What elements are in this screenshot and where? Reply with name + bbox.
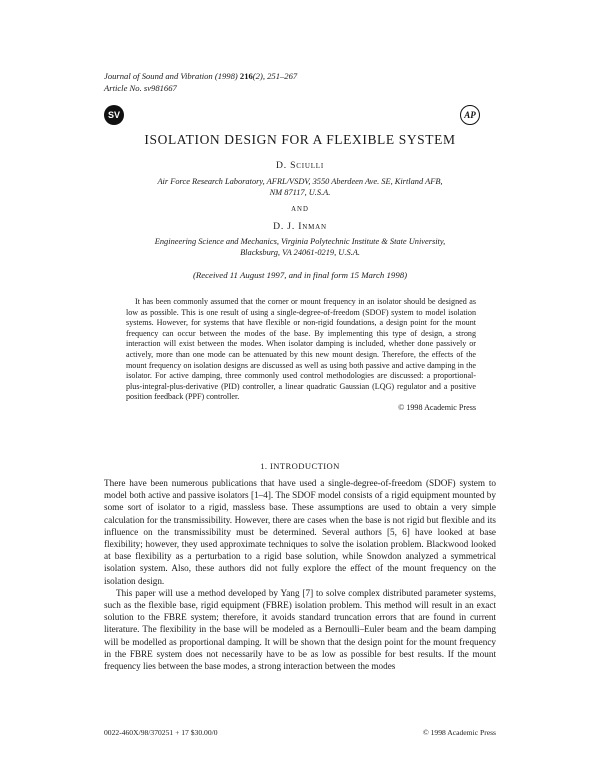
paragraph: This paper will use a method developed by Yang [7] to solve complex distributed parameter systems, such as the flexible base, rigid equipment (FBRE) isolation problem. This method will result in an exact solution to the FBRE system; therefore, it avoids standard truncation errors that are found in current literature. The flexibility in the base will be modeled as a Bernoulli–Euler beam and the beam damping will be modelled as proportional damping. It will be shown that the design point for the mount frequency in the FBRE system does not necessarily have to be as low as possible for best results. If the mount frequency lies between the base modes, a strong interaction between the modes xyxy=(104,587,496,672)
section-heading: 1. INTRODUCTION xyxy=(260,461,340,471)
body-text xyxy=(104,477,496,672)
footer-code: 0022-460X/98/370251 + 17 $30.00/0 xyxy=(104,728,218,737)
author-name: D. J. Inman xyxy=(273,221,327,232)
footer-copyright: © 1998 Academic Press xyxy=(422,728,496,737)
abstract-copyright: © 1998 Academic Press xyxy=(398,402,476,412)
author-affiliation: Air Force Research Laboratory, AFRL/VSDV, 3550 Aberdeen Ave. SE, Kirtland AFB, NM 87117, U.S.A. xyxy=(157,177,443,197)
paper-title: ISOLATION DESIGN FOR A FLEXIBLE SYSTEM xyxy=(144,132,456,147)
author-name: D. Sciulli xyxy=(276,160,324,171)
journal-citation: Journal of Sound and Vibration (1998) 216(2), 251–267 xyxy=(104,71,298,81)
and-separator: AND xyxy=(291,206,309,213)
article-number: Article No. sv981667 xyxy=(104,83,177,93)
sv-logo-icon: SV xyxy=(104,105,124,125)
author-affiliation: Engineering Science and Mechanics, Virginia Polytechnic Institute & State University, Blacksburg, VA 24061-0219, U.S.A. xyxy=(154,237,446,257)
abstract: It has been commonly assumed that the corner or mount frequency in an isolator should be designed as low as possible. This is one result of using a single-degree-of-freedom (SDOF) system to model isolation systems. However, for systems that have flexible or non-rigid foundations, a design point for the mount frequency can occur between the modes of the base. By implementing this type of design, a strong interaction will exist between the modes. When isolator damping is included, whether done passively or actively, more than one mode can be attenuated by this new mount design. Therefore, the effects of the mount frequency on isolation designs are discussed as well as using both passive and active damping in the isolator. For active damping, three commonly used control methodologies are discussed: a proportional-plus-integral-plus-derivative (PID) controller, a linear quadratic Gaussian (LQG) regulator and a positive position feedback (PPF) controller. © 1998 Academic Press xyxy=(126,297,476,412)
paragraph: There have been numerous publications that have used a single-degree-of-freedom (SDOF) system to model both active and passive isolators [1–4]. The SDOF model consists of a rigid equipment mounted by some sort of isolator to a rigid, massless base. These assumptions are used to obtain a very simple calculation for the transmissibility. However, there are cases when the base is not rigid but flexible and its influence on the transmissibility must be determined. Several authors [5, 6] have looked at base flexibility; however, they used approximate techniques to solve the isolation problem. Blackwood looked at base flexibility as a perturbation to a rigid base solution, while Snowdon analyzed a symmetrical isolation system. Also, these authors did not fully explore the effect of the mount frequency on the isolation design. xyxy=(104,478,496,586)
received-date: (Received 11 August 1997, and in final form 15 March 1998) xyxy=(192,270,408,280)
ap-logo-icon: AP xyxy=(460,105,480,125)
